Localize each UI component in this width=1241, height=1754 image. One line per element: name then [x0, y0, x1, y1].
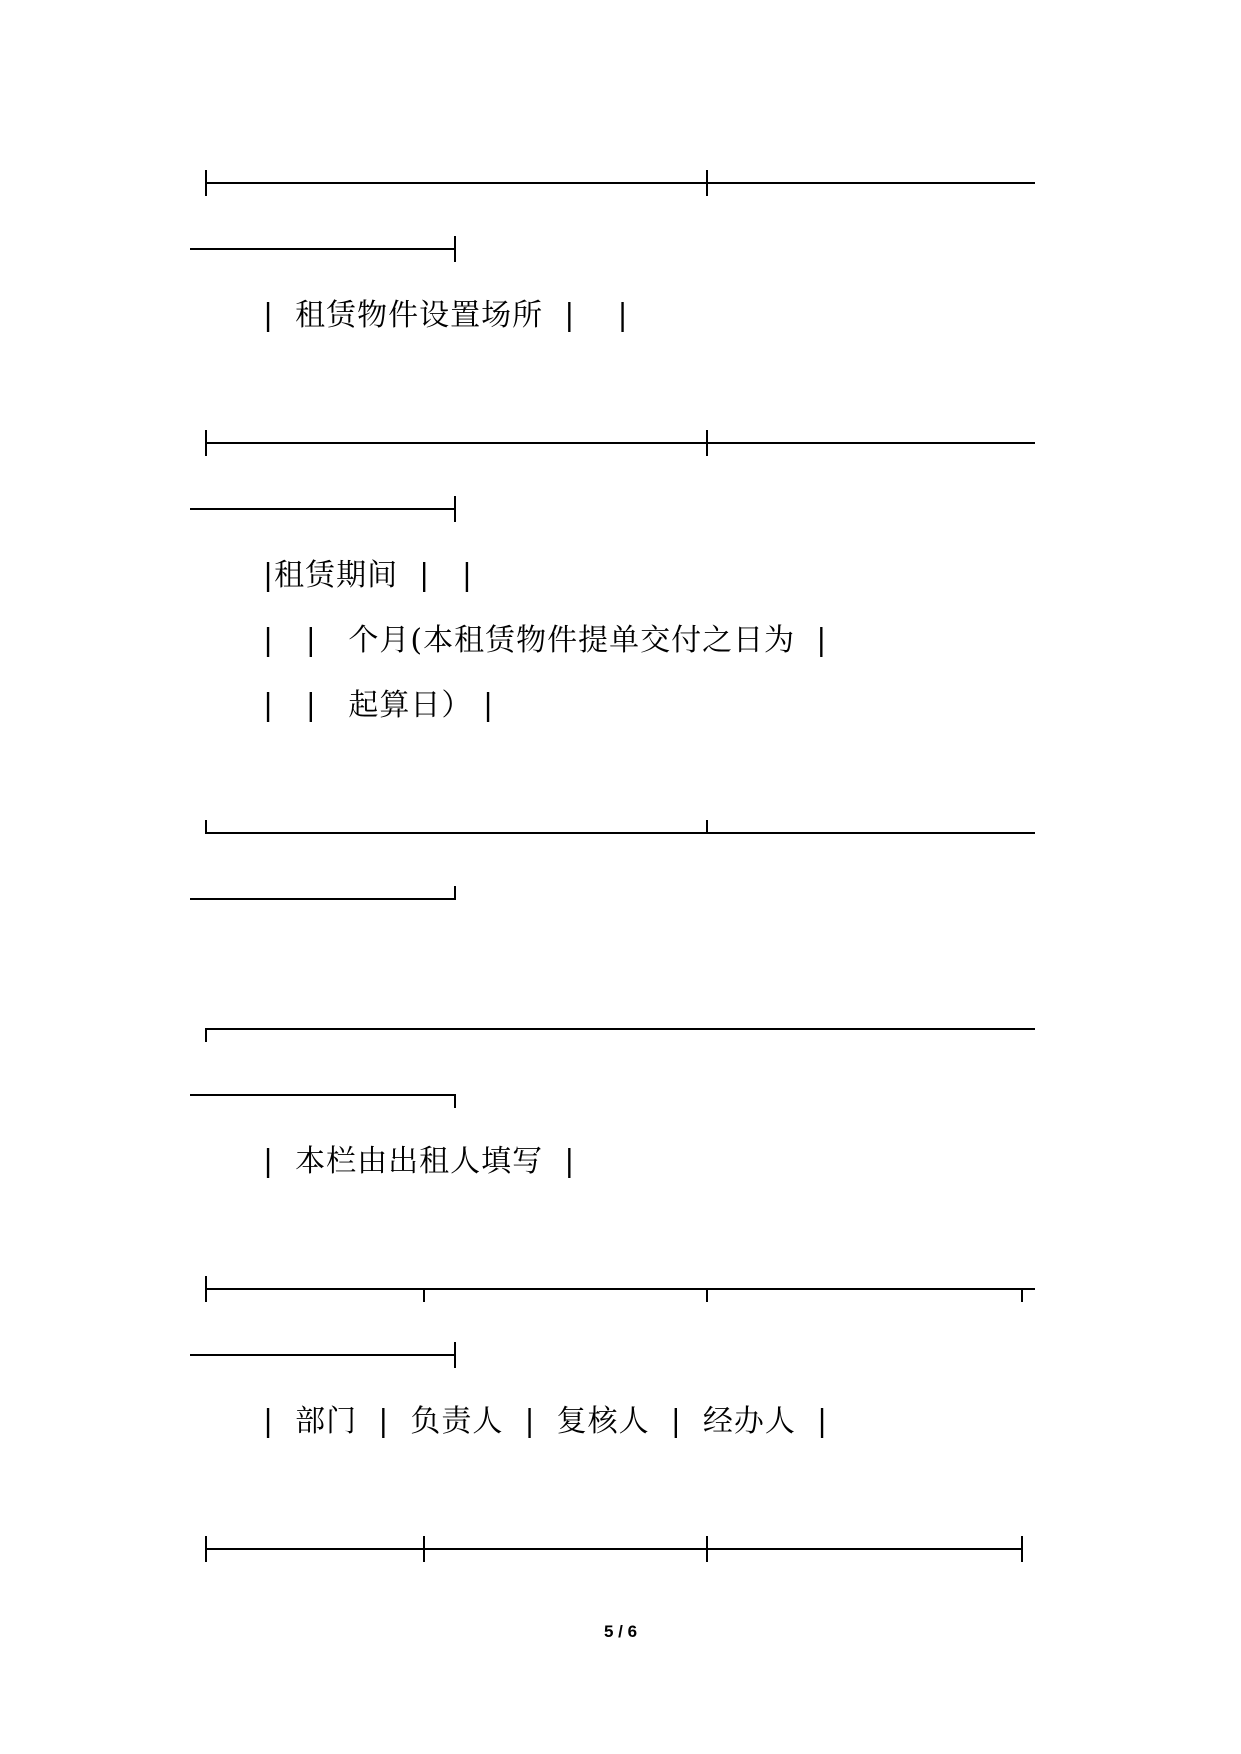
rental-period-row: |租赁期间 | | — [263, 558, 474, 593]
rental-period-row-end: | | 起算日） | — [263, 688, 495, 723]
staff-header-row: | 部门 | 负责人 | 复核人 | 经办人 | — [263, 1404, 829, 1439]
site-row: | 租赁物件设置场所 | | — [263, 298, 629, 333]
rental-period-row-continued: | | 个月(本租赁物件提单交付之日为 | — [263, 623, 828, 658]
section-title-row: | 本栏由出租人填写 | — [263, 1144, 576, 1179]
page-number: 5 / 6 — [603, 1622, 638, 1641]
